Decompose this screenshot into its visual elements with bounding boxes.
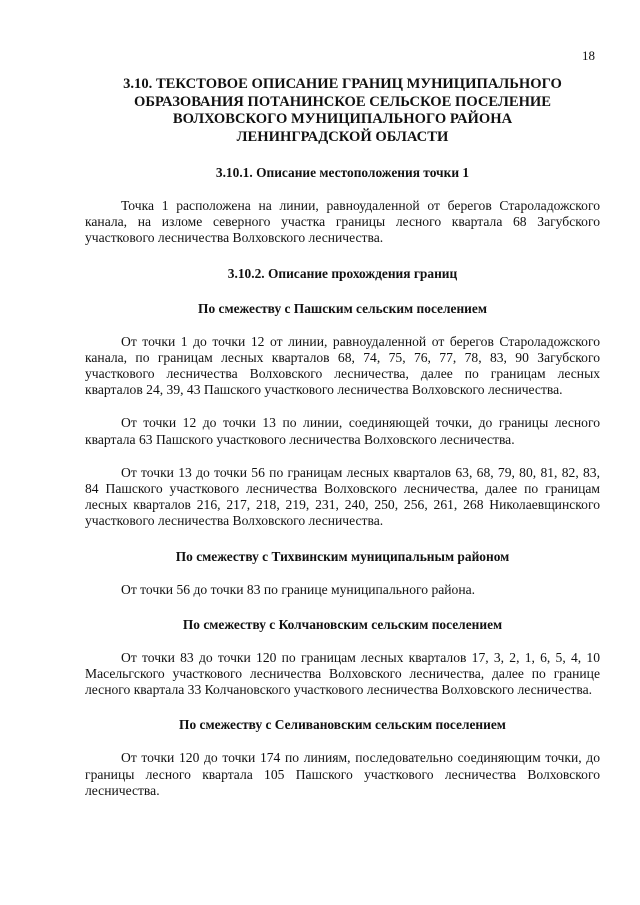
- subheading-pashskoe: По смежеству с Пашским сельским поселением: [198, 300, 487, 316]
- title-line: 3.10. ТЕКСТОВОЕ ОПИСАНИЕ ГРАНИЦ МУНИЦИПАЛЬНОГО: [123, 76, 562, 92]
- title-line: ЛЕНИНГРАДСКОЙ ОБЛАСТИ: [236, 128, 449, 145]
- document-body: [85, 76, 600, 799]
- paragraph-kolchanovskoe: От точки 83 до точки 120 по границам лесных кварталов 17, 3, 2, 1, 6, 5, 4, 10 Масельгского участкового лесничества Волховского лесничества, далее по границе лесного квартала 33 Колчановского участкового лесничества Волховского лесничества.: [85, 649, 600, 698]
- paragraph-pashskoe-1: От точки 1 до точки 12 от линии, равноудаленной от берегов Староладожского канала, по границам лесных кварталов 68, 74, 75, 76, 77, 78, 83, 90 Загубского участкового лесничества Волховского лесничества, далее по границам лесных кварталов 24, 39, 43 Пашского участкового лесничества Волховского лесничества.: [85, 333, 600, 398]
- subheading-kolchanovskoe: По смежеству с Колчановским сельским поселением: [182, 616, 503, 632]
- page-number: 18: [582, 48, 595, 63]
- section-heading-boundaries: 3.10.2. Описание прохождения границ: [227, 265, 458, 281]
- document-title: [85, 76, 600, 146]
- subheading-selivanovskoe: По смежеству с Селивановским сельским поселением: [179, 717, 506, 733]
- title-line: ВОЛХОВСКОГО МУНИЦИПАЛЬНОГО РАЙОНА: [172, 111, 513, 127]
- paragraph-pashskoe-3: От точки 13 до точки 56 по границам лесных кварталов 63, 68, 79, 80, 81, 82, 83, 84 Пашского участкового лесничества Волховского лесничества, далее по границам лесных кварталов 216, 217, 218, 219, 231, 240, 250, 256, 261, 268 Николаевщинского участкового лесничества Волховского лесничества.: [85, 464, 600, 529]
- title-line: ОБРАЗОВАНИЯ ПОТАНИНСКОЕ СЕЛЬСКОЕ ПОСЕЛЕНИЕ: [133, 93, 552, 110]
- paragraph-tikhvinsky: От точки 56 до точки 83 по границе муниципального района.: [121, 581, 476, 597]
- point-1-description: Точка 1 расположена на линии, равноудаленной от берегов Староладожского канала, на изломе северного участка границы лесного квартала 68 Загубского участкового лесничества Волховского лесничества.: [85, 198, 600, 246]
- subheading-tikhvinsky: По смежеству с Тихвинским муниципальным районом: [175, 548, 510, 564]
- section-heading-location: 3.10.1. Описание местоположения точки 1: [215, 165, 470, 180]
- paragraph-pashskoe-2: От точки 12 до точки 13 по линии, соединяющей точки, до границы лесного квартала 63 Пашского участкового лесничества Волховского лесничества.: [85, 415, 600, 447]
- paragraph-selivanovskoe: От точки 120 до точки 174 по линиям, последовательно соединяющим точки, до границы лесного квартала 105 Пашского участкового лесничества Волховского лесничества.: [85, 750, 600, 798]
